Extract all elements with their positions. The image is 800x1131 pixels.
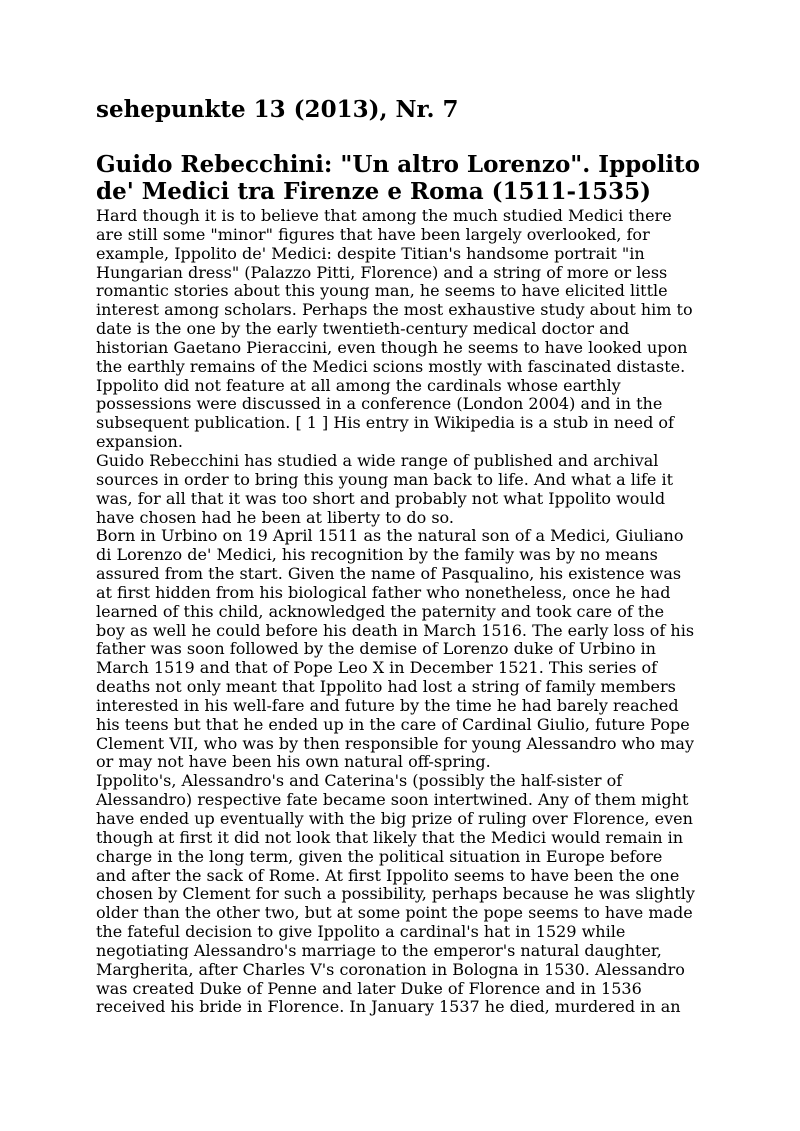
body-text-line: Hungarian dress" (Palazzo Pitti, Florence) and a string of more or less [96, 262, 668, 282]
body-text-line: are still some "minor" figures that have been largely overlooked, for [96, 224, 650, 244]
body-text-line: subsequent publication. [ 1 ] His entry in Wikipedia is a stub in need of [96, 413, 674, 433]
body-text-line: older than the other two, but at some point the pope seems to have made [96, 903, 693, 923]
body-text-line: romantic stories about this young man, he seems to have elicited little [96, 281, 668, 301]
body-text-line: Hard though it is to believe that among the much studied Medici there [96, 206, 672, 225]
body-text-line: Alessandro) respective fate became soon intertwined. Any of them might [96, 790, 689, 810]
body-text-line: assured from the start. Given the name of Pasqualino, his existence was [96, 564, 682, 584]
body-text-line: boy as well he could before his death in March 1516. The early loss of his [96, 620, 695, 640]
body-text-line: the fateful decision to give Ippolito a cardinal's hat in 1529 while [96, 922, 626, 942]
body-text-line: interested in his well-fare and future by the time he had barely reached [96, 695, 679, 715]
title-line: Guido Rebecchini: "Un altro Lorenzo". Ippolito [96, 151, 701, 178]
body-text-line: Clement VII, who was by then responsible for young Alessandro who may [96, 733, 694, 753]
body-text-line: interest among scholars. Perhaps the most exhaustive study about him to [96, 300, 693, 320]
body-text-line: or may not have been his own natural off-spring. [96, 752, 491, 772]
body-text-line: Ippolito's, Alessandro's and Caterina's (possibly the half-sister of [96, 771, 623, 791]
body-text-line: though at first it did not look that likely that the Medici would remain in [96, 827, 684, 847]
body-text-line: Guido Rebecchini has studied a wide range of published and archival [96, 450, 659, 470]
body-text-line: have chosen had he been at liberty to do so. [96, 507, 454, 527]
body-text-line: the earthly remains of the Medici scions mostly with fascinated distaste. [96, 356, 686, 376]
body-text-line: was, for all that it was too short and probably not what Ippolito would [96, 488, 666, 508]
body-text-line: father was soon followed by the demise of Lorenzo duke of Urbino in [96, 639, 656, 659]
body-text-line: negotiating Alessandro's marriage to the emperor's natural daughter, [96, 940, 662, 960]
body-text-line: was created Duke of Penne and later Duke of Florence and in 1536 [96, 978, 642, 998]
body-text-line: di Lorenzo de' Medici, his recognition by the family was by no means [96, 545, 658, 565]
body-text-line: Ippolito did not feature at all among the cardinals whose earthly [96, 375, 621, 395]
body-text-line: possessions were discussed in a conference (London 2004) and in the [96, 394, 663, 414]
body-text-line: historian Gaetano Pieraccini, even though he seems to have looked upon [96, 337, 688, 357]
body-text-line: received his bride in Florence. In January 1537 he died, murdered in an [96, 997, 681, 1017]
journal-citation: sehepunkte 13 (2013), Nr. 7 [96, 96, 459, 123]
review-body [96, 207, 706, 1017]
body-text-line: sources in order to bring this young man back to life. And what a life it [96, 469, 673, 489]
body-text-line: charge in the long term, given the political situation in Europe before [96, 846, 663, 866]
body-text-line: have ended up eventually with the big prize of ruling over Florence, even [96, 809, 693, 828]
document-page [96, 96, 706, 1017]
review-title [96, 151, 706, 205]
body-text-line: learned of this child, acknowledged the paternity and took care of the [96, 601, 665, 621]
body-text-line: example, Ippolito de' Medici: despite Titian's handsome portrait "in [96, 243, 645, 263]
body-text-line: date is the one by the early twentieth-century medical doctor and [96, 319, 630, 339]
body-text-line: his teens but that he ended up in the care of Cardinal Giulio, future Pope [96, 714, 690, 734]
body-text-line: Born in Urbino on 19 April 1511 as the natural son of a Medici, Giuliano [96, 526, 684, 546]
title-line: de' Medici tra Firenze e Roma (1511-1535) [96, 178, 651, 205]
body-text-line: expansion. [96, 432, 183, 452]
body-text-line: chosen by Clement for such a possibility, perhaps because he was slightly [96, 884, 695, 904]
body-text-line: and after the sack of Rome. At first Ippolito seems to have been the one [96, 865, 680, 885]
body-text-line: at first hidden from his biological father who nonetheless, once he had [96, 582, 671, 602]
body-text-line: March 1519 and that of Pope Leo X in December 1521. This series of [96, 658, 658, 678]
body-text-line: Margherita, after Charles V's coronation in Bologna in 1530. Alessandro [96, 959, 685, 979]
body-text-line: deaths not only meant that Ippolito had lost a string of family members [96, 677, 676, 697]
